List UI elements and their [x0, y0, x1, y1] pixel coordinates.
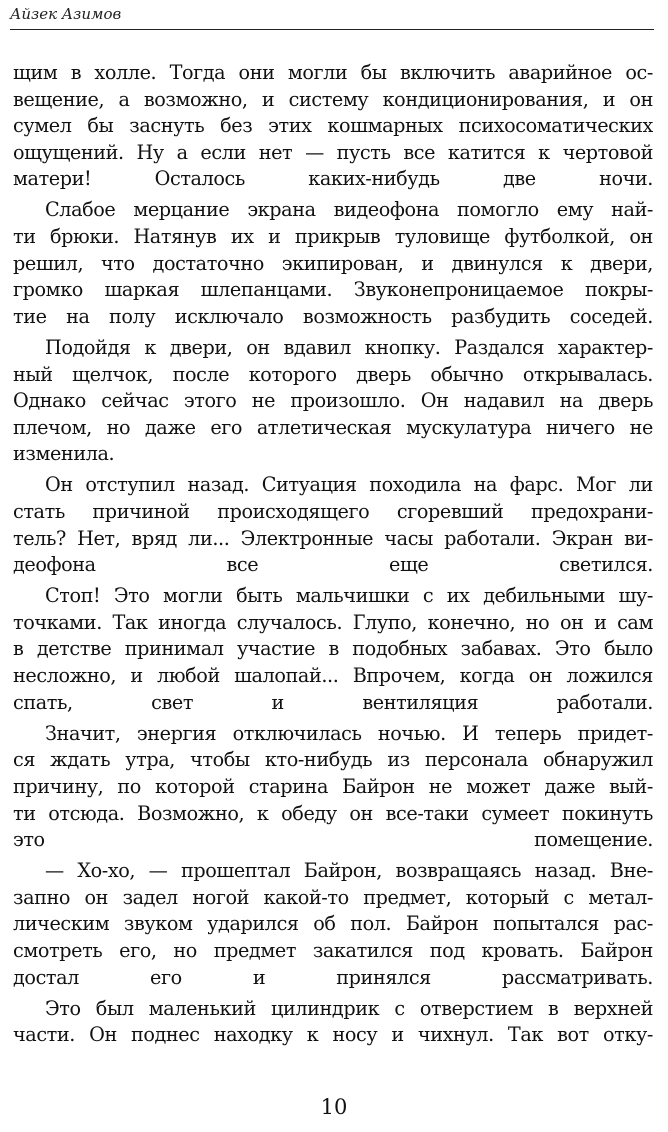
paragraph	[13, 996, 653, 1049]
text-line: ощущений. Ну а если нет — пусть все катится к чертовой	[13, 140, 653, 164]
header-rule	[10, 29, 654, 30]
text-line: ти брюки. Натянув их и прикрыв туловище футболкой, он	[13, 225, 653, 249]
paragraph	[13, 472, 653, 578]
paragraph	[13, 197, 653, 330]
page-number: 10	[320, 1095, 348, 1119]
paragraph	[13, 335, 653, 468]
text-line: стать причиной происходящего сгоревший предохрани-	[13, 500, 653, 523]
text-line: запно он задел ногой какой-то предмет, который с метал-	[13, 885, 653, 909]
text-line: тие на полу исключало возможность разбудить соседей.	[13, 304, 653, 328]
text-line: громко шаркая шлепанцами. Звуконепроницаемое покры-	[13, 278, 653, 302]
text-line: сумел бы заснуть без этих кошмарных психосоматических	[13, 114, 653, 138]
text-line: — Хо-хо, — прошептал Байрон, возвращаясь назад. Вне-	[45, 859, 653, 883]
text-line: причину, по которой старина Байрон не может даже вый-	[13, 774, 653, 798]
text-line: достал его и принялся рассматривать.	[13, 965, 653, 989]
text-line: Значит, энергия отключилась ночью. И теперь придет-	[45, 721, 653, 745]
text-line: тель? Нет, вряд ли... Электронные часы работали. Экран ви-	[13, 526, 653, 550]
text-line: точками. Так иногда случалось. Глупо, конечно, но он и сам	[13, 610, 653, 634]
text-line: части. Он поднес находку к носу и чихнул. Так вот отку-	[13, 1023, 653, 1047]
text-line: смотреть его, но предмет закатился под кровать. Байрон	[13, 939, 653, 962]
text-line: вещение, а возможно, и систему кондиционирования, и он	[13, 87, 653, 111]
text-line: Слабое мерцание экрана видеофона помогло ему най-	[45, 198, 653, 222]
paragraph	[13, 721, 653, 854]
text-line: это помещение.	[13, 828, 653, 852]
body-text	[13, 60, 653, 1053]
text-line: Это был маленький цилиндрик с отверстием в верхней	[45, 996, 653, 1020]
text-line: Однако сейчас этого не произошло. Он надавил на дверь	[13, 389, 653, 413]
text-line: щим в холле. Тогда они могли бы включить аварийное ос-	[13, 61, 653, 84]
text-line: деофона все еще светился.	[13, 553, 653, 577]
text-line: плечом, но даже его атлетическая мускулатура ничего не	[13, 415, 653, 439]
text-line: Подойдя к двери, он вдавил кнопку. Раздался характер-	[45, 335, 653, 359]
text-line: Стоп! Это могли быть мальчишки с их дебильными шу-	[45, 584, 653, 608]
text-line: матери! Осталось каких-нибудь две ночи.	[13, 167, 653, 191]
text-line: несложно, и любой шалопай... Впрочем, когда он ложился	[13, 664, 653, 688]
text-line: ти отсюда. Возможно, к обеду он все-таки сумеет покинуть	[13, 801, 653, 825]
paragraph	[13, 60, 653, 193]
paragraph	[13, 583, 653, 716]
text-line: Он отступил назад. Ситуация походила на фарс. Мог ли	[45, 473, 653, 497]
paragraph	[13, 858, 653, 991]
text-line: изменила.	[13, 442, 115, 466]
text-line: лическим звуком ударился об пол. Байрон попытался рас-	[13, 912, 653, 936]
text-line: спать, свет и вентиляция работали.	[13, 690, 653, 714]
running-head: Айзек Азимов	[10, 5, 122, 23]
text-line: ный щелчок, после которого дверь обычно открывалась.	[13, 362, 653, 386]
text-line: ся ждать утра, чтобы кто-нибудь из персонала обнаружил	[13, 748, 653, 772]
text-line: в детстве принимал участие в подобных забавах. Это было	[13, 637, 653, 661]
text-line: решил, что достаточно экипирован, и двинулся к двери,	[13, 251, 653, 275]
